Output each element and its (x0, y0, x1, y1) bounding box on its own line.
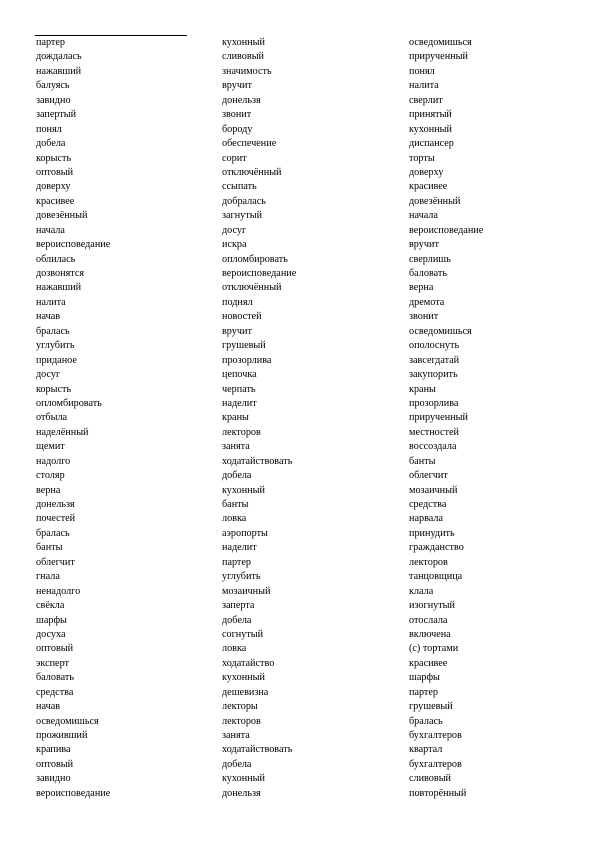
word-item: банты (222, 499, 249, 510)
word-item: красивее (409, 181, 448, 193)
word-item: ненадолго (36, 585, 81, 597)
word-item: ловка (222, 643, 247, 655)
word-item: начав (36, 701, 61, 713)
word-item: мозаичный (409, 484, 458, 496)
word-item: ловка (222, 513, 247, 525)
word-item: оптовый (36, 166, 74, 178)
word-item: бороду (222, 123, 253, 135)
word-item: мозаичный (222, 585, 271, 597)
word-item: налита (36, 296, 66, 308)
word-item: оптовый (36, 643, 74, 655)
word-item: краны (222, 412, 249, 424)
word-item: сверлит (409, 94, 443, 106)
word-item: включена (409, 628, 451, 640)
word-item: бухгалтеров (409, 730, 462, 741)
word-item: лекторы (222, 701, 258, 713)
word-item: корысть (36, 152, 72, 164)
word-item: доверху (36, 181, 71, 193)
word-item: краны (409, 383, 436, 395)
word-item: партер (36, 37, 66, 48)
word-item: нарвала (409, 513, 443, 525)
word-item: начала (36, 224, 65, 236)
word-item: начав (36, 311, 61, 323)
word-item: новостей (222, 311, 262, 323)
word-item: кухонный (409, 123, 452, 135)
word-item: корысть (36, 383, 72, 395)
word-item: углубить (36, 340, 75, 352)
word-item: облегчит (36, 556, 75, 568)
word-item: кухонный (222, 484, 265, 496)
word-item: партер (409, 686, 439, 698)
word-item: добела (222, 614, 252, 626)
word-item: банты (409, 455, 436, 467)
word-item: осведомишься (36, 715, 99, 727)
word-item: грушевый (409, 701, 453, 713)
word-item: прирученный (409, 51, 468, 63)
word-item: оптовый (36, 758, 74, 770)
word-item: обеспечение (222, 138, 277, 150)
word-item: проживший (36, 730, 88, 741)
word-item: запертый (36, 109, 77, 121)
word-item: прозорлива (409, 397, 459, 409)
word-item: сверлишь (409, 253, 451, 265)
word-item: осведомишься (409, 325, 472, 337)
word-item: понял (409, 65, 435, 77)
word-item: досуг (222, 224, 247, 236)
word-item: углубить (222, 571, 261, 583)
word-item: вероисповедание (222, 268, 297, 279)
word-item: отослала (409, 614, 448, 626)
word-item: наделит (222, 542, 257, 554)
word-item: значимость (222, 65, 272, 77)
word-item: шарфы (36, 614, 67, 626)
word-item: отбыла (36, 412, 68, 424)
word-item: принудить (409, 527, 455, 539)
word-item: занята (222, 441, 250, 453)
word-item: довезённый (409, 195, 461, 207)
word-item: приданое (36, 354, 77, 366)
word-item: кухонный (222, 37, 265, 48)
word-item: добела (222, 758, 252, 770)
word-item: вручит (222, 325, 252, 337)
word-item: досуг (36, 369, 61, 381)
word-item: вероисповедание (36, 787, 111, 799)
word-item: понял (36, 123, 62, 135)
word-item: кухонный (222, 773, 265, 785)
word-item: бухгалтеров (409, 758, 462, 770)
word-item: почестей (36, 513, 76, 525)
word-item: шарфы (409, 672, 440, 684)
word-item: нажавший (36, 65, 82, 77)
word-item: облилась (36, 253, 76, 265)
word-item: свёкла (36, 600, 65, 612)
word-item: (с) тортами (409, 643, 459, 655)
word-item: добела (36, 138, 66, 150)
word-item: ходатайствовать (222, 455, 293, 467)
word-item: прирученный (409, 412, 468, 424)
word-item: осведомишься (409, 37, 472, 48)
word-item: загнутый (222, 210, 263, 222)
word-item: облегчит (409, 470, 448, 482)
word-item: балуясь (36, 80, 70, 92)
word-item: досуха (36, 628, 66, 640)
word-item: закупорить (409, 369, 458, 381)
word-item: отключённый (222, 282, 282, 294)
word-item: клала (409, 585, 434, 597)
word-item: довезённый (36, 210, 88, 222)
word-item: согнутый (222, 628, 264, 640)
word-item: местностей (409, 426, 459, 438)
word-item: вероисповедание (36, 239, 111, 251)
word-item: гнала (36, 571, 60, 583)
word-item: квартал (409, 744, 443, 756)
word-item: изогнутый (409, 600, 455, 612)
word-item: ходатайство (222, 657, 275, 669)
word-item: грушевый (222, 340, 266, 352)
word-item: бралась (409, 715, 443, 727)
word-item: красивее (409, 657, 448, 669)
word-item: прозорлива (222, 354, 272, 366)
word-item: баловать (409, 268, 448, 279)
word-item: дремота (409, 296, 445, 308)
word-column-3 (409, 36, 483, 801)
word-item: лекторов (222, 715, 261, 727)
word-item: начала (409, 210, 438, 222)
word-item: столяр (36, 470, 65, 482)
word-item: средства (36, 686, 74, 698)
word-column-2 (222, 36, 296, 801)
word-item: доверху (409, 166, 444, 178)
word-item: сливовый (222, 51, 264, 63)
word-item: вручит (222, 80, 252, 92)
word-item: красивее (36, 195, 75, 207)
word-item: надолго (36, 455, 71, 467)
word-item: повторённый (409, 787, 467, 799)
word-item: завидно (36, 94, 71, 106)
word-item: диспансер (409, 138, 454, 150)
word-item: ссыпать (222, 181, 257, 193)
word-item: занята (222, 730, 250, 741)
word-item: нажавший (36, 282, 82, 294)
word-item: налита (409, 80, 439, 92)
word-item: бралась (36, 325, 70, 337)
word-item: лекторов (222, 426, 261, 438)
word-item: щемит (36, 441, 65, 453)
word-item: звонит (222, 109, 252, 121)
word-item: черпать (222, 383, 256, 395)
word-item: добела (222, 470, 252, 482)
word-item: цепочка (222, 369, 257, 381)
word-item: крапива (36, 744, 71, 756)
word-item: дозвонятся (36, 268, 85, 279)
word-item: верна (409, 282, 434, 294)
word-item: гражданство (409, 542, 464, 554)
word-item: принятый (409, 109, 452, 121)
word-column-1 (36, 36, 110, 801)
word-item: дождалась (36, 51, 82, 63)
word-item: бралась (36, 527, 70, 539)
word-item: торты (409, 152, 435, 164)
word-item: вручит (409, 239, 439, 251)
word-item: аэропорты (222, 527, 268, 539)
word-item: вероисповедание (409, 224, 484, 236)
word-item: эксперт (36, 657, 69, 669)
word-item: добралась (222, 195, 266, 207)
word-item: сорит (222, 152, 247, 164)
word-item: ходатайствовать (222, 744, 293, 756)
word-item: сливовый (409, 773, 451, 785)
word-item: поднял (222, 296, 253, 308)
word-item: партер (222, 556, 252, 568)
word-item: верна (36, 484, 61, 496)
word-item: лекторов (409, 556, 448, 568)
word-item: донельзя (222, 787, 261, 799)
word-item: завсегдатай (409, 354, 460, 366)
word-item: наделённый (36, 426, 89, 438)
word-item: искра (222, 239, 247, 251)
word-item: донельзя (222, 94, 261, 106)
word-item: заперта (222, 600, 255, 612)
word-item: наделит (222, 397, 257, 409)
word-item: кухонный (222, 672, 265, 684)
word-item: отключённый (222, 166, 282, 178)
word-item: баловать (36, 672, 75, 684)
word-item: ополоснуть (409, 340, 460, 352)
word-item: донельзя (36, 499, 75, 510)
word-item: воссоздала (409, 441, 457, 453)
word-item: завидно (36, 773, 71, 785)
word-item: опломбировать (36, 397, 102, 409)
word-item: банты (36, 542, 63, 554)
word-item: дешевизна (222, 686, 269, 698)
word-item: средства (409, 499, 447, 510)
word-item: звонит (409, 311, 439, 323)
word-item: танцовщица (409, 571, 463, 583)
word-item: опломбировать (222, 253, 288, 265)
